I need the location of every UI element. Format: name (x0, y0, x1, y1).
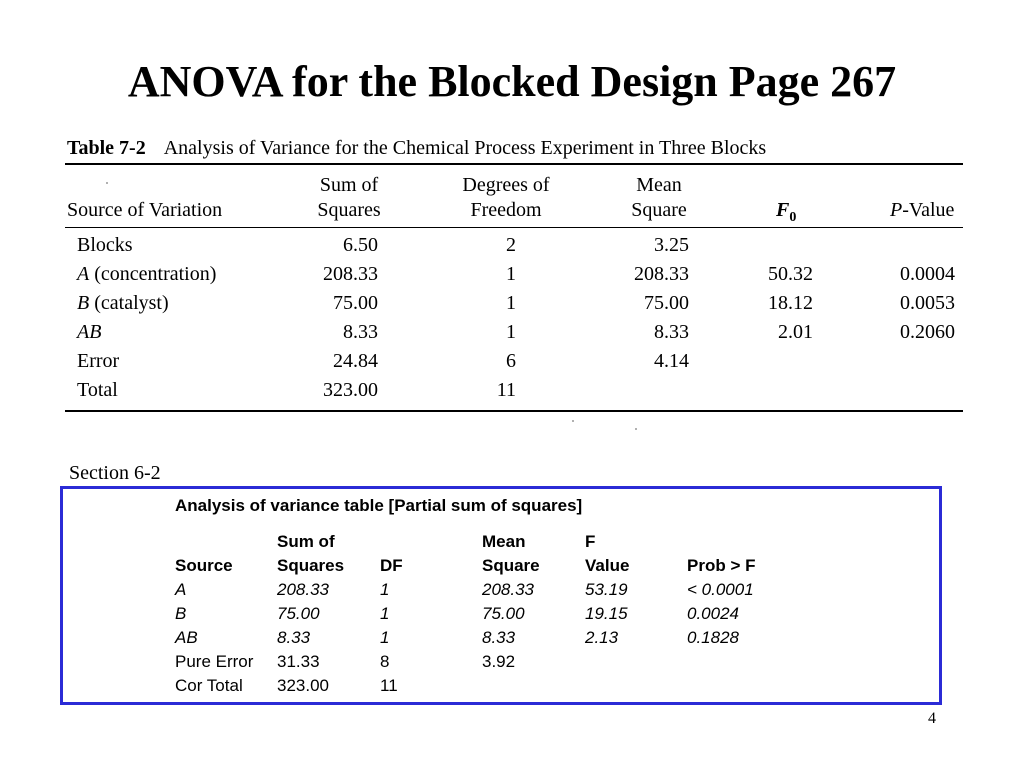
table-row-source (77, 349, 119, 374)
table-row-source (77, 233, 133, 258)
output-cell-df: 1 (380, 628, 390, 647)
table-cell-df: 11 (496, 379, 516, 401)
source-text: (concentration) (89, 263, 217, 285)
output-cell-ms: 3.92 (482, 652, 516, 671)
table-cell-df: 1 (506, 263, 516, 285)
header-df-line1: Degrees of (462, 174, 550, 196)
output-cell-ss: 208.33 (277, 580, 329, 599)
header-f0 (776, 198, 796, 230)
header-ss-line2: Squares (317, 199, 381, 221)
output-cell-p: < 0.0001 (687, 580, 754, 599)
slide-title: ANOVA for the Blocked Design Page 267 (127, 57, 897, 106)
table-cell-f: 2.01 (778, 321, 813, 343)
table-cell-p: 0.0004 (900, 263, 955, 285)
textbook-table (65, 135, 963, 417)
f-symbol: F (776, 199, 790, 221)
table-cell-ss: 6.50 (343, 234, 378, 256)
output-cell-ms: 75.00 (482, 604, 525, 623)
output-cell-ss: 323.00 (277, 676, 329, 695)
table-caption (67, 137, 766, 160)
table-cell-df: 1 (506, 292, 516, 314)
factor-symbol: A (77, 263, 90, 285)
scan-speck (106, 182, 108, 184)
p-label: -Value (902, 199, 955, 221)
output-cell-ms: Mean (482, 532, 526, 551)
source-text: (catalyst) (89, 292, 169, 314)
table-cell-ms: 8.33 (654, 321, 689, 343)
p-symbol: P (890, 199, 903, 221)
source-text: Error (77, 350, 120, 372)
output-cell-source: B (175, 604, 187, 623)
source-text: Total (77, 379, 118, 401)
table-cell-ss: 24.84 (333, 350, 378, 372)
table-row-source (77, 262, 216, 287)
output-cell-ss: 31.33 (277, 652, 320, 671)
output-cell-source: Pure Error (175, 652, 254, 671)
table-cell-ss: 75.00 (333, 292, 378, 314)
table-cell-df: 6 (506, 350, 516, 372)
table-number: Table 7-2 (67, 137, 146, 159)
software-output-box (60, 486, 942, 705)
output-cell-df: 1 (380, 604, 390, 623)
header-ss-line1: Sum of (319, 174, 379, 196)
scan-speck (572, 420, 574, 422)
scan-speck (635, 428, 637, 430)
table-cell-f: 18.12 (768, 292, 813, 314)
output-cell-ss: 8.33 (277, 628, 311, 647)
table-cell-ss: 8.33 (343, 321, 378, 343)
header-ms-line1: Mean (636, 174, 682, 196)
header-p-value (890, 198, 954, 223)
output-cell-df: 11 (380, 676, 398, 695)
bottom-rule (65, 410, 963, 412)
table-cell-df: 2 (506, 234, 516, 256)
table-cell-p: 0.2060 (900, 321, 955, 343)
header-rule (65, 227, 963, 228)
output-cell-f: 19.15 (585, 604, 628, 623)
output-cell-f: F (585, 532, 596, 551)
output-cell-ms: 8.33 (482, 628, 516, 647)
section-label: Section 6-2 (69, 462, 161, 484)
output-cell-p: Prob > F (687, 556, 756, 575)
table-cell-p: 0.0053 (900, 292, 955, 314)
factor-symbol: AB (77, 321, 102, 343)
table-cell-ms: 4.14 (654, 350, 689, 372)
table-cell-ms: 208.33 (634, 263, 689, 285)
output-cell-df: 1 (380, 580, 390, 599)
output-cell-source: AB (175, 628, 198, 647)
output-cell-ss: 75.00 (277, 604, 320, 623)
output-cell-source: Source (175, 556, 233, 575)
output-cell-f: 2.13 (585, 628, 619, 647)
output-cell-ss: Sum of (277, 532, 335, 551)
table-cell-ss: 208.33 (323, 263, 378, 285)
table-row-source (77, 291, 169, 316)
header-source: Source of Variation (67, 199, 223, 221)
f-subscript: 0 (789, 210, 797, 225)
table-cell-ms: 75.00 (644, 292, 689, 314)
table-cell-ms: 3.25 (654, 234, 689, 256)
output-cell-ss: Squares (277, 556, 345, 575)
table-cell-ss: 323.00 (323, 379, 378, 401)
output-cell-df: 8 (380, 652, 390, 671)
output-cell-df: DF (380, 556, 403, 575)
output-cell-source: Cor Total (175, 676, 243, 695)
factor-symbol: B (77, 292, 90, 314)
source-text: Blocks (77, 234, 133, 256)
output-cell-ms: Square (482, 556, 540, 575)
page-number: 4 (928, 710, 936, 727)
output-cell-p: 0.1828 (687, 628, 739, 647)
output-cell-source: A (175, 580, 187, 599)
output-cell-ms: 208.33 (482, 580, 534, 599)
table-cell-f: 50.32 (768, 263, 813, 285)
table-cell-df: 1 (506, 321, 516, 343)
output-cell-f: 53.19 (585, 580, 628, 599)
output-title: Analysis of variance table [Partial sum of squares] (175, 496, 583, 515)
top-rule (65, 163, 963, 165)
header-ms-line2: Square (631, 199, 687, 221)
output-cell-f: Value (585, 556, 630, 575)
table-caption-text: Analysis of Variance for the Chemical Process Experiment in Three Blocks (163, 137, 767, 159)
output-cell-p: 0.0024 (687, 604, 739, 623)
header-df-line2: Freedom (470, 199, 542, 221)
table-row-source (77, 378, 118, 403)
table-row-source (77, 320, 101, 345)
